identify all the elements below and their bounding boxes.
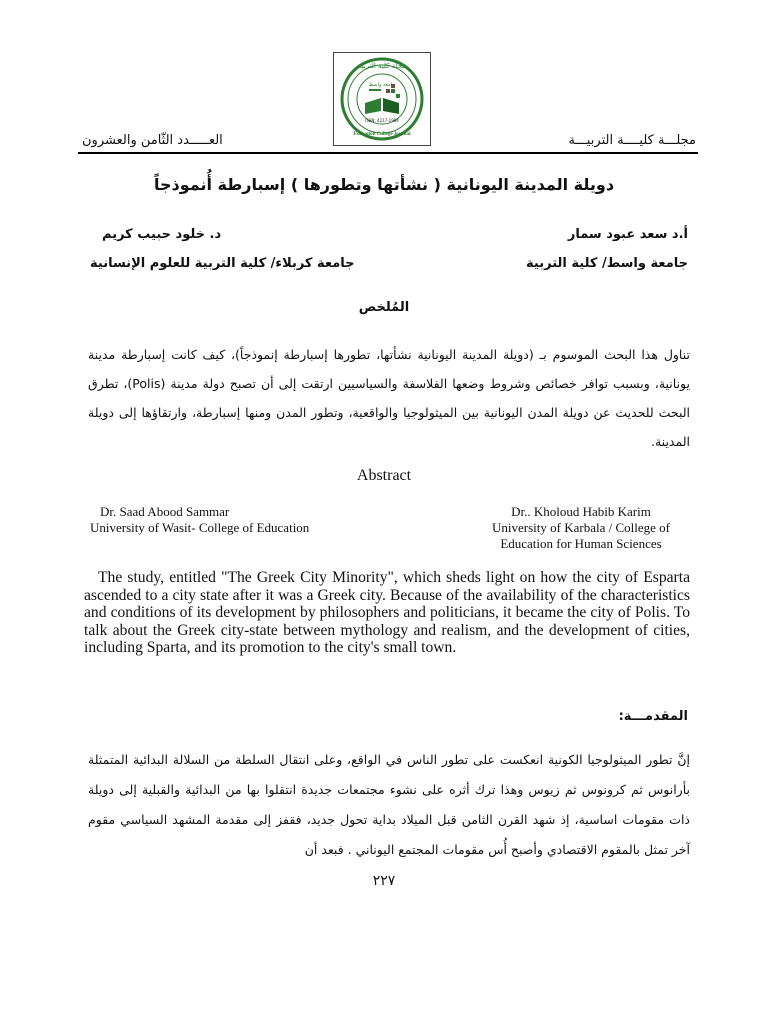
english-abstract-heading: Abstract bbox=[356, 467, 412, 484]
journal-logo bbox=[333, 52, 431, 146]
svg-text:Education College Journal: Education College Journal bbox=[353, 132, 411, 137]
author-2-name-ar: د. خلود حبيب كريم bbox=[102, 227, 222, 242]
svg-text:مجلة كلية التربية: مجلة كلية التربية bbox=[357, 62, 407, 70]
journal-name: مجلـــة كليــــة التربيـــة bbox=[568, 133, 696, 148]
introduction-text: إنَّ تطور الميثولوجيا الكونية انعكست على تطور الناس في الواقع، وعلى انتقال السلطة من السلالة البدائية المتمثلة بأرانوس ثم كرونوس ثم زيوس وهذا ترك أثره على نشوء مجتمعات جديدة انتقلوا بها من البدائية والقبلية إلى دويلة ذات مقومات اساسية، إذ شهد القرن الثامن قبل الميلاد بداية تحول جديد، فقفز إلى مقدمة المشهد السياسي مقوم آخر تمثل بالمقوم الاقتصادي وأصبح أُس مقومات المجتمع اليوناني . فبعد أن bbox=[88, 752, 690, 857]
english-abstract-body bbox=[84, 569, 690, 657]
author-1-name-ar: أ.د سعد عبود سمار bbox=[567, 227, 688, 242]
introduction-heading: المقدمـــة: bbox=[618, 709, 688, 724]
english-author-2 bbox=[466, 504, 696, 552]
english-author-2-affiliation-line1: University of Karbala / College of bbox=[492, 520, 670, 535]
english-author-1-affiliation: University of Wasit- College of Education bbox=[90, 520, 310, 535]
english-abstract-text: The study, entitled "The Greek City Minority", which sheds light on how the city of Esparta ascended to a city state after it was a Greek city. Because of the availability of the characteristics and conditions of its development by philosophers and politicians, it became the city of Polis. To talk about the Greek city-state between mythology and realism, and the development of cities, including Sparta, and its promotion to the city's small town. bbox=[84, 569, 690, 656]
english-author-1 bbox=[90, 504, 390, 536]
author-2-affiliation-ar: جامعة كربلاء/ كلية التربية للعلوم الإنسانية bbox=[90, 256, 355, 271]
journal-seal-icon bbox=[334, 53, 430, 145]
arabic-abstract-heading: المُلخص bbox=[358, 300, 410, 315]
svg-text:ISSN: 4217-1994: ISSN: 4217-1994 bbox=[365, 118, 399, 123]
author-1-affiliation-ar: جامعة واسط/ كلية التربية bbox=[526, 256, 688, 271]
svg-text:جامعة واسط: جامعة واسط bbox=[368, 82, 396, 88]
english-author-1-name: Dr. Saad Abood Sammar bbox=[100, 504, 230, 519]
arabic-title: دويلة المدينة اليونانية ( نشأتها وتطورها ) إسبارطة أُنموذجاً bbox=[153, 175, 615, 194]
english-author-2-affiliation-line2: Education for Human Sciences bbox=[500, 536, 662, 551]
english-author-2-name: Dr.. Kholoud Habib Karim bbox=[511, 504, 651, 519]
header-divider bbox=[78, 152, 698, 154]
page-number: ٢٢٧ bbox=[372, 873, 396, 889]
arabic-abstract-text: تناول هذا البحث الموسوم بـ (دويلة المدينة اليونانية نشأتها، تطورها إسبارطة إنموذجاً)، كيف كانت إسبارطة مدينة يونانية، وبسبب توافر خصائص وشروط وضعها الفلاسفة والسياسيين ارتقت إلى أن تصبح دولة مدينة (Polis)، تطرق البحث للحديث عن دويلة المدن اليونانية بين الميثولوجيا والواقعية، وتطور المدن ومنها إسبارطة، وارتقاؤها إلى دويلة المدينة. bbox=[88, 347, 690, 449]
issue-number: العـــــدد الثّامن والعشرون bbox=[82, 133, 223, 148]
